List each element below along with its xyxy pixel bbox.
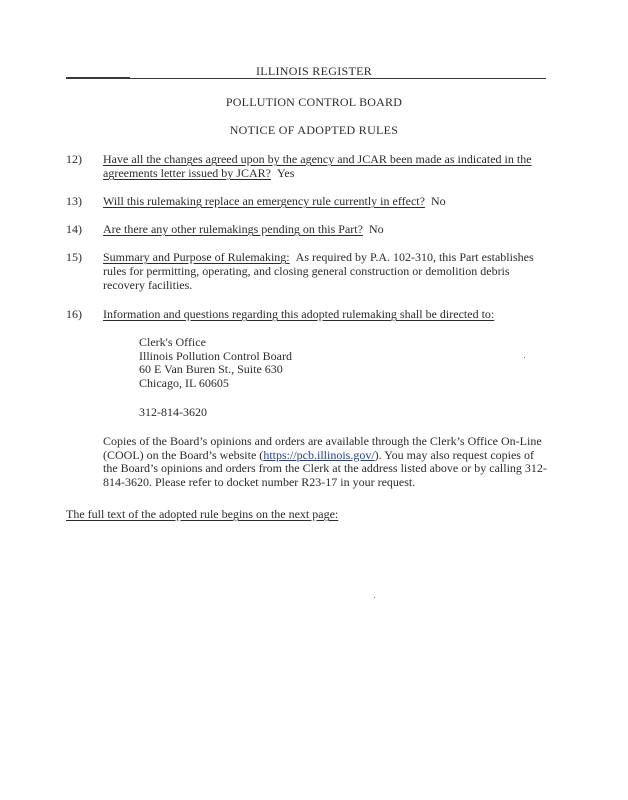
header-divider	[66, 78, 546, 79]
register-title: ILLINOIS REGISTER	[255, 64, 373, 78]
scan-speck	[374, 597, 375, 598]
agency-name: POLLUTION CONTROL BOARD	[225, 95, 403, 109]
item-number-15: 15)	[66, 250, 82, 264]
item-13-question: Will this rulemaking replace an emergency rule currently in effect?	[103, 194, 425, 208]
item-15-summary: As required by P.A. 102-310, this Part establishes rules for permitting, operating, and closing general construction or demolition debris recovery facilities.	[103, 250, 534, 292]
item-16	[103, 307, 548, 321]
contact-street: 60 E Van Buren St., Suite 630	[139, 362, 283, 376]
item-number-12: 12)	[66, 152, 82, 166]
item-14-question: Are there any other rulemakings pending on this Part?	[103, 222, 363, 236]
copies-text-part2: ). You may also request copies of the Board’s opinions and orders from the Clerk at the address listed above or by calling 312-814-3620. Please refer to docket number R23-17 in your request.	[103, 447, 547, 489]
item-14	[103, 222, 548, 236]
item-number-14: 14)	[66, 222, 82, 236]
header-divider-accent	[66, 77, 130, 78]
contact-city: Chicago, IL 60605	[139, 375, 229, 390]
item-12-question: Have all the changes agreed upon by the agency and JCAR been made as indicated in the agreements letter issued by JCAR?	[103, 152, 532, 180]
contact-phone: 312-814-3620	[139, 405, 207, 419]
scan-speck	[524, 357, 525, 358]
item-13-answer: No	[430, 194, 446, 208]
copies-text-part1: Copies of the Board’s opinions and orders are available through the Clerk’s Office On-Line (COOL) on the Board’s website (	[103, 434, 542, 462]
item-13	[103, 194, 548, 208]
item-15	[103, 250, 548, 292]
item-12	[103, 152, 548, 180]
board-website-link[interactable]: https://pcb.illinois.gov/	[263, 447, 375, 462]
closing-note: The full text of the adopted rule begins on the next page:	[66, 507, 339, 521]
item-15-heading: Summary and Purpose of Rulemaking:	[103, 250, 290, 264]
contact-office: Clerk's Office	[139, 335, 206, 349]
item-16-heading: Information and questions regarding this adopted rulemaking shall be directed to:	[103, 307, 495, 321]
contact-organization: Illinois Pollution Control Board	[139, 348, 293, 363]
contact-address	[139, 336, 519, 390]
item-number-16: 16)	[66, 307, 82, 321]
copies-paragraph	[103, 435, 548, 489]
notice-type: NOTICE OF ADOPTED RULES	[229, 123, 399, 137]
item-12-answer: Yes	[276, 166, 295, 180]
item-14-answer: No	[368, 222, 384, 236]
item-number-13: 13)	[66, 194, 82, 208]
